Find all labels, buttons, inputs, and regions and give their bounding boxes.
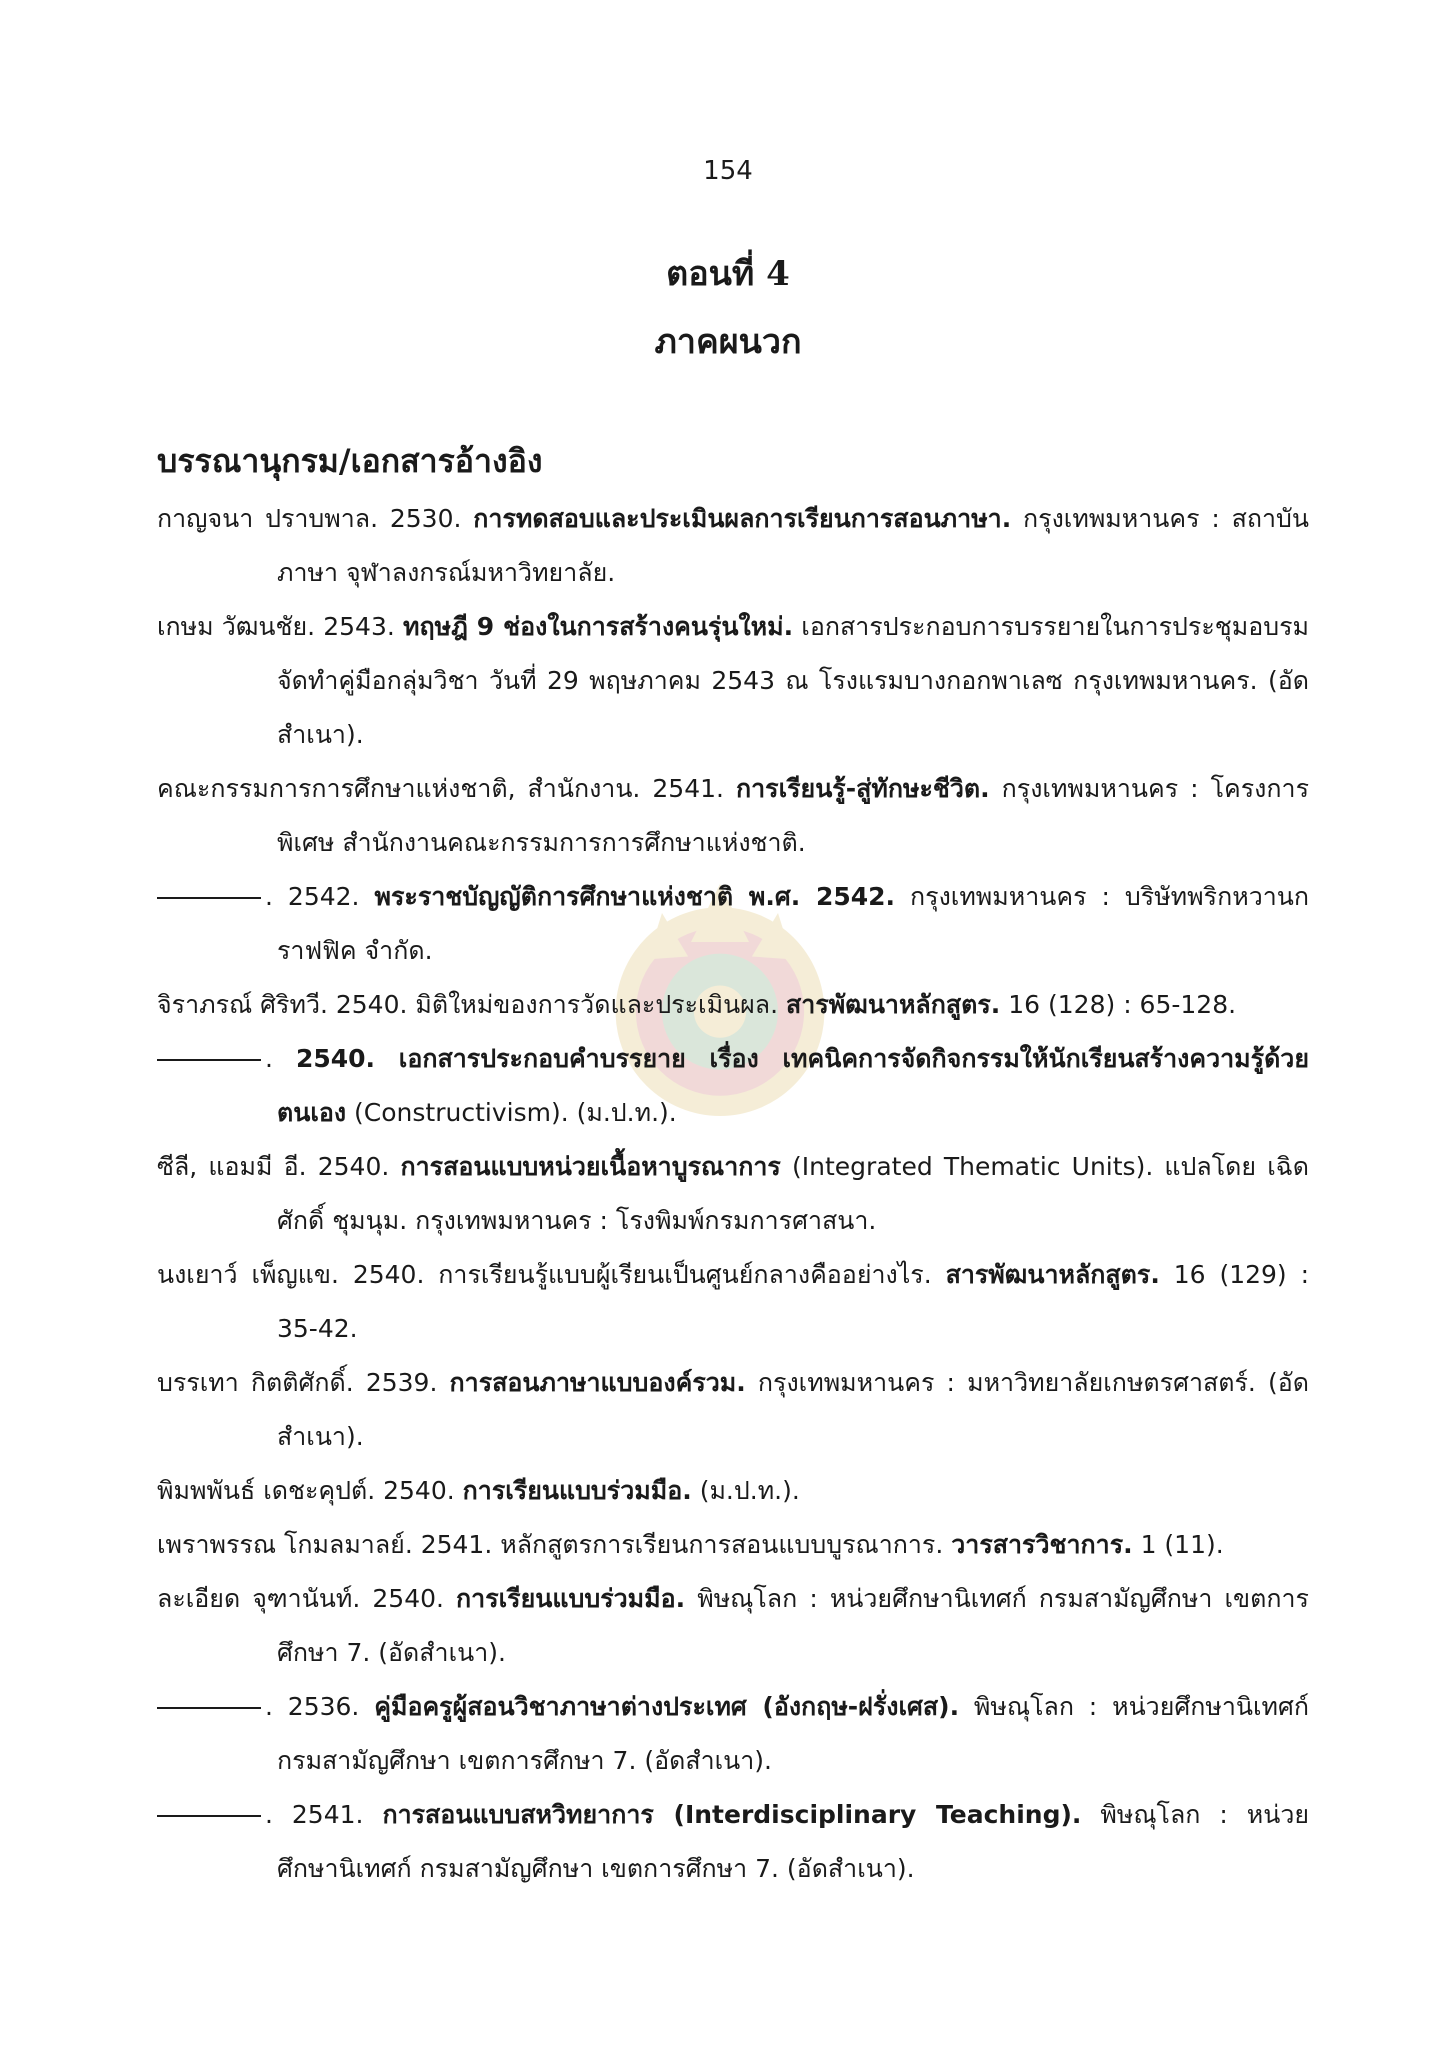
reference-details: กรุงเทพมหานคร : บริษัทพริกหวานกราฟฟิค จำกัด. xyxy=(277,882,1309,965)
reference-title: การสอนแบบสหวิทยาการ (Interdisciplinary Teaching). xyxy=(382,1800,1082,1829)
reference-details: (ม.ป.ท.). xyxy=(691,1476,800,1505)
reference-title: การสอนแบบหน่วยเนื้อหาบูรณาการ xyxy=(400,1152,781,1181)
repeated-author-dash xyxy=(157,1707,261,1709)
reference-title: พระราชบัญญัติการศึกษาแห่งชาติ พ.ศ. 2542. xyxy=(374,882,896,911)
reference-details: พิษณุโลก : หน่วยศึกษานิเทศก์ กรมสามัญศึกษา เขตการศึกษา 7. (อัดสำเนา). xyxy=(277,1800,1310,1883)
reference-details: กรุงเทพมหานคร : มหาวิทยาลัยเกษตรศาสตร์. (อัดสำเนา). xyxy=(277,1368,1309,1451)
reference-item xyxy=(157,870,1309,978)
reference-title: การทดสอบและประเมินผลการเรียนการสอนภาษา. xyxy=(473,504,1012,533)
reference-author: จิราภรณ์ ศิริทวี. 2540. มิติใหม่ของการวัดและประเมินผล. xyxy=(157,990,787,1019)
repeated-author-dash xyxy=(157,1815,261,1817)
reference-title: การเรียนแบบร่วมมือ. xyxy=(462,1476,692,1505)
reference-details: เอกสารประกอบการบรรยายในการประชุมอบรมจัดทำคู่มือกลุ่มวิชา วันที่ 29 พฤษภาคม 2543 ณ โรงแรมบางกอกพาเลซ กรุงเทพมหานคร. (อัดสำเนา). xyxy=(277,612,1309,749)
reference-details: 16 (129) : 35-42. xyxy=(277,1260,1309,1343)
reference-author: . xyxy=(265,1044,296,1073)
reference-author: เพราพรรณ โกมลมาลย์. 2541. หลักสูตรการเรียนการสอนแบบบูรณาการ. xyxy=(157,1530,952,1559)
reference-title: ทฤษฎี 9 ช่องในการสร้างคนรุ่นใหม่. xyxy=(403,612,794,641)
repeated-author-dash xyxy=(157,1059,261,1061)
reference-details: กรุงเทพมหานคร : สถาบันภาษา จุฬาลงกรณ์มหาวิทยาลัย. xyxy=(277,504,1309,587)
section-heading: บรรณานุกรม/เอกสารอ้างอิง xyxy=(157,442,543,480)
reference-author: บรรเทา กิตติศักดิ์. 2539. xyxy=(157,1368,450,1397)
part-title: ตอนที่ 4 xyxy=(666,254,790,294)
reference-title: คู่มือครูผู้สอนวิชาภาษาต่างประเทศ (อังกฤษ-ฝรั่งเศส). xyxy=(374,1692,960,1721)
reference-item xyxy=(157,978,1309,1032)
reference-item xyxy=(157,1464,1309,1518)
reference-author: นงเยาว์ เพ็ญแข. 2540. การเรียนรู้แบบผู้เรียนเป็นศูนย์กลางคืออย่างไร. xyxy=(157,1260,946,1289)
reference-list xyxy=(157,492,1309,1896)
reference-details: พิษณุโลก : หน่วยศึกษานิเทศก์ กรมสามัญศึกษา เขตการศึกษา 7. (อัดสำเนา). xyxy=(277,1692,1309,1775)
reference-details: (Constructivism). (ม.ป.ท.). xyxy=(346,1098,677,1127)
page-number: 154 xyxy=(703,156,753,186)
reference-item xyxy=(157,1518,1309,1572)
reference-author: . 2542. xyxy=(265,882,375,911)
reference-item xyxy=(157,1032,1309,1140)
reference-author: คณะกรรมการการศึกษาแห่งชาติ, สำนักงาน. 2541. xyxy=(157,774,736,803)
reference-details: 1 (11). xyxy=(1132,1530,1224,1559)
reference-title: การเรียนแบบร่วมมือ. xyxy=(456,1584,686,1613)
reference-item xyxy=(157,1356,1309,1464)
reference-item xyxy=(157,1788,1309,1896)
reference-title: การเรียนรู้-สู่ทักษะชีวิต. xyxy=(735,774,990,803)
reference-item xyxy=(157,492,1309,600)
reference-title: วารสารวิชาการ. xyxy=(951,1530,1133,1559)
reference-author: ซีลี, แอมมี อี. 2540. xyxy=(157,1152,401,1181)
part-subtitle: ภาคผนวก xyxy=(654,322,802,362)
reference-title: การสอนภาษาแบบองค์รวม. xyxy=(449,1368,746,1397)
reference-item xyxy=(157,1572,1309,1680)
reference-item xyxy=(157,1248,1309,1356)
reference-title: 2540. เอกสารประกอบคำบรรยาย เรื่อง เทคนิคการจัดกิจกรรมให้นักเรียนสร้างความรู้ด้วยตนเอง xyxy=(277,1044,1309,1127)
reference-item xyxy=(157,762,1309,870)
reference-author: . 2541. xyxy=(265,1800,383,1829)
reference-author: เกษม วัฒนชัย. 2543. xyxy=(157,612,403,641)
reference-item xyxy=(157,1140,1309,1248)
reference-author: พิมพพันธ์ เดชะคุปต์. 2540. xyxy=(157,1476,463,1505)
reference-author: . 2536. xyxy=(265,1692,375,1721)
reference-title: สารพัฒนาหลักสูตร. xyxy=(786,990,1001,1019)
reference-item xyxy=(157,1680,1309,1788)
reference-author: ละเอียด จุฑานันท์. 2540. xyxy=(157,1584,457,1613)
reference-details: (Integrated Thematic Units). แปลโดย เฉิดศักดิ์ ชุมนุม. กรุงเทพมหานคร : โรงพิมพ์กรมการศาสนา. xyxy=(277,1152,1310,1235)
reference-details: 16 (128) : 65-128. xyxy=(1000,990,1237,1019)
repeated-author-dash xyxy=(157,897,261,899)
reference-details: กรุงเทพมหานคร : โครงการพิเศษ สำนักงานคณะกรรมการการศึกษาแห่งชาติ. xyxy=(277,774,1309,857)
reference-item xyxy=(157,600,1309,762)
reference-author: กาญจนา ปราบพาล. 2530. xyxy=(157,504,474,533)
reference-title: สารพัฒนาหลักสูตร. xyxy=(945,1260,1160,1289)
reference-details: พิษณุโลก : หน่วยศึกษานิเทศก์ กรมสามัญศึกษา เขตการศึกษา 7. (อัดสำเนา). xyxy=(277,1584,1309,1667)
